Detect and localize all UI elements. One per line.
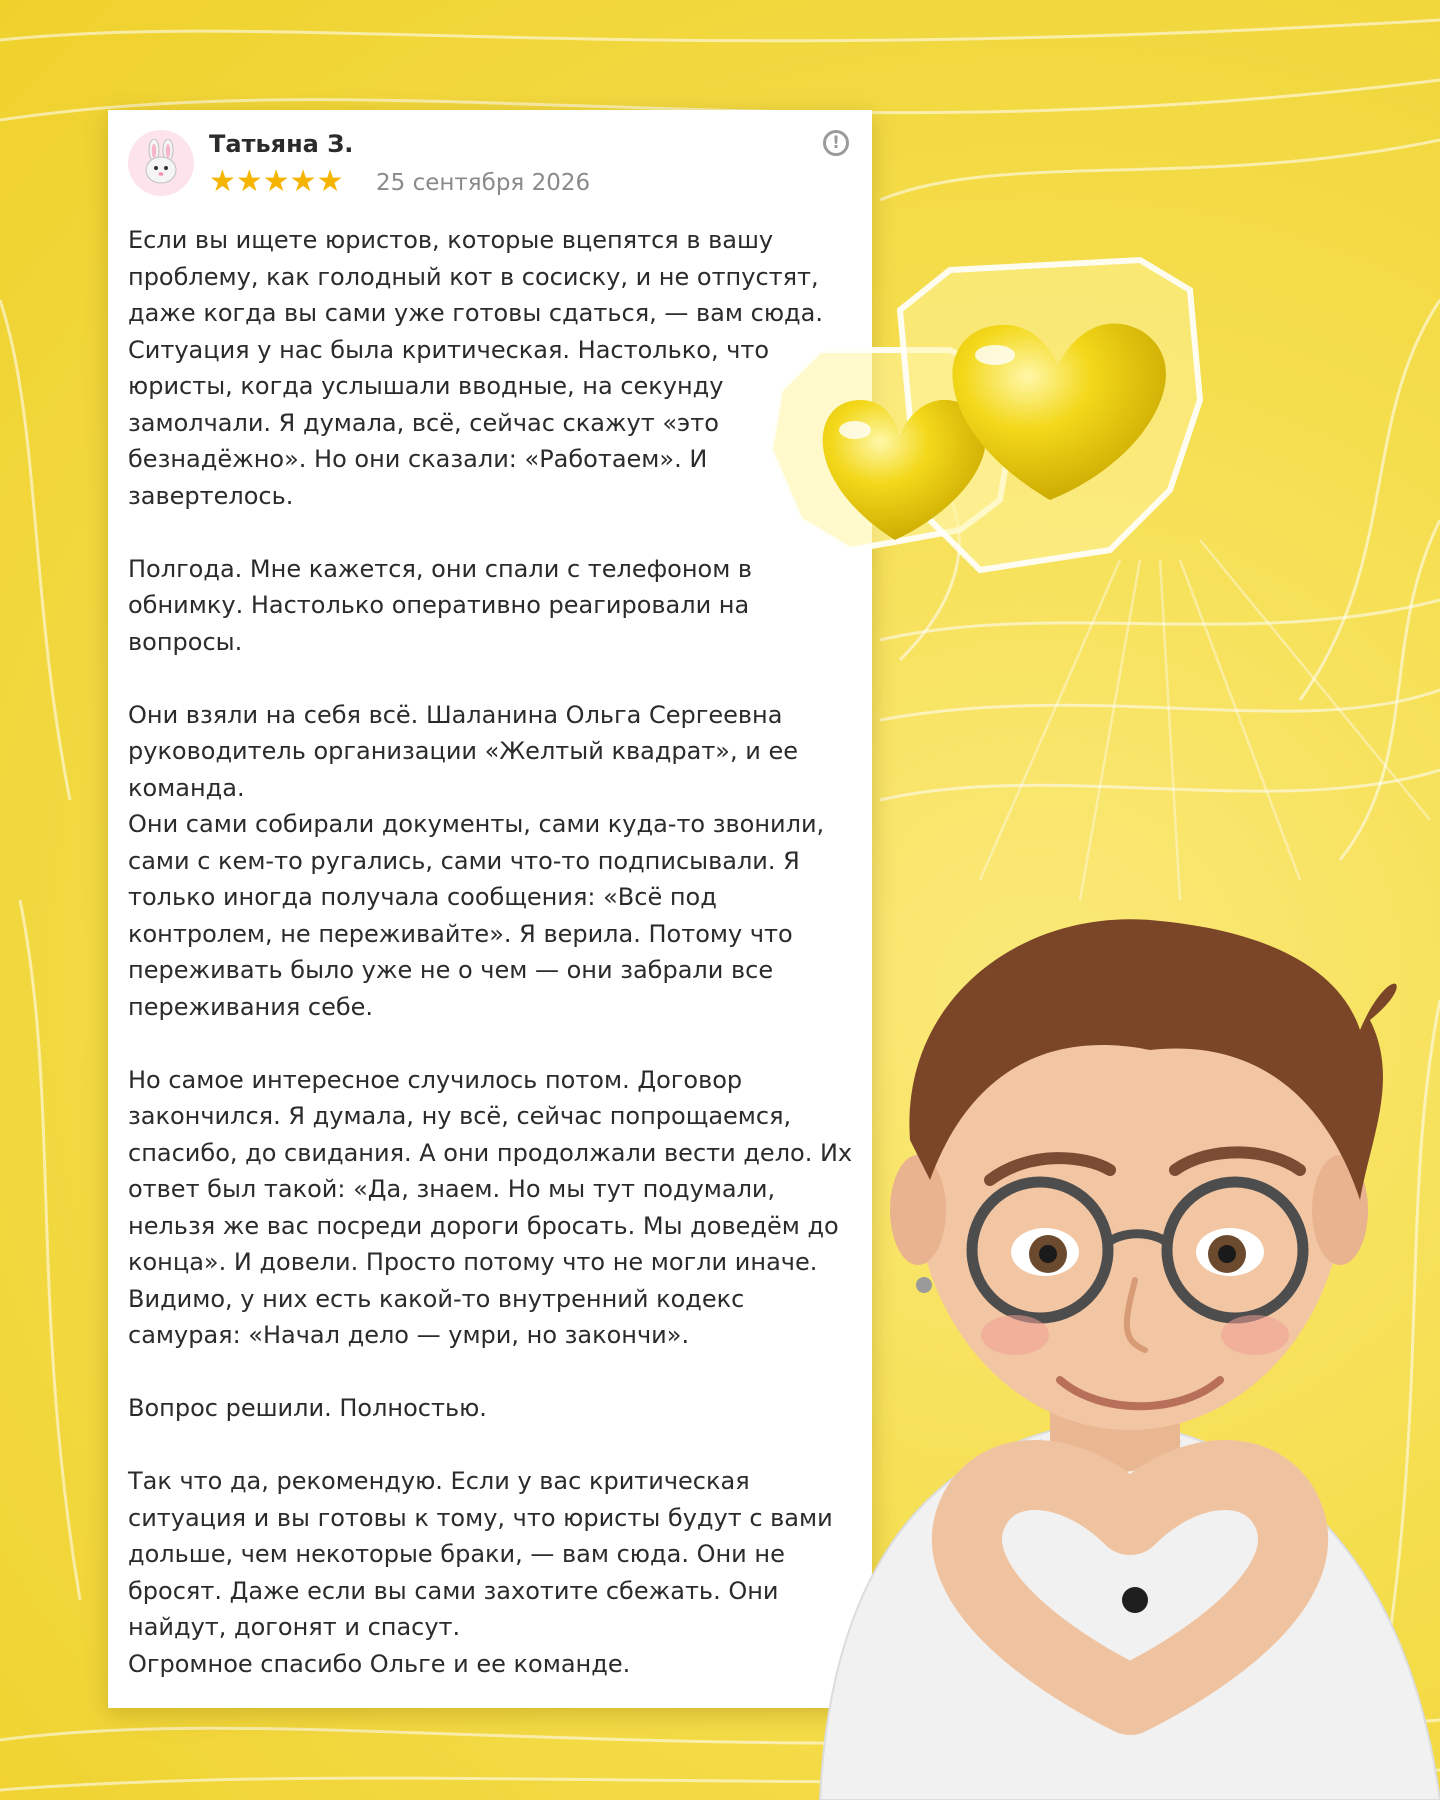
review-paragraph: Так что да, рекомендую. Если у вас критическая ситуация и вы готовы к тому, что юристы будут с вами дольше, чем некоторые браки, — вам сюда. Они не бросят. Даже если вы сами захотите сбежать. Они найдут, догонят и спасут.: [128, 1467, 833, 1641]
review-author[interactable]: Татьяна З.: [209, 130, 354, 158]
review-date: 25 сентября 2026: [376, 170, 591, 196]
review-card: [108, 110, 872, 1708]
rating-stars: ★★★★★: [209, 164, 344, 199]
review-paragraph: Полгода. Мне кажется, они спали с телефоном в обнимку. Настолько оперативно реагировали на вопросы.: [128, 554, 753, 656]
review-paragraph: Они взяли на себя всё. Шаланина Ольга Сергеевна руководитель организации «Желтый квадрат», и ее команда.: [128, 700, 799, 802]
review-paragraph: Они сами собирали документы, сами куда-то звонили, сами с кем-то ругались, сами что-то подписывали. Я только иногда получала сообщения: «Всё под контролем, не переживайте». Я верила. Потому что переживать было уже не о чем — они забрали все переживания себе.: [128, 810, 825, 1021]
review-paragraph: Огромное спасибо Ольге и ее команде.: [128, 1649, 631, 1678]
review-paragraph: Вопрос решили. Полностью.: [128, 1394, 487, 1422]
yellow-hearts-icon: [760, 250, 1380, 610]
review-paragraph: Если вы ищете юристов, которые вцепятся в вашу проблему, как голодный кот в сосиску, и не отпустят, даже когда вы сами уже готовы сдаться, — вам сюда. Ситуация у нас была критическая. Настолько, что юристы, когда услышали вводные, на секунду замолчали. Я думала, всё, сейчас скажут «это безнадёжно». Но они сказали: «Работаем». И завертелось.: [128, 226, 823, 510]
bunny-icon[interactable]: [128, 130, 194, 196]
review-text: [128, 222, 858, 1682]
memoji-character: [800, 880, 1440, 1800]
review-paragraph: Но самое интересное случилось потом. Договор закончился. Я думала, ну всё, сейчас попрощаемся, спасибо, до свидания. А они продолжали вести дело. Их ответ был такой: «Да, знаем. Но мы тут подумали, нельзя же вас посреди дороги бросать. Мы доведём до конца». И довели. Просто потому что не могли иначе. Видимо, у них есть какой-то внутренний кодекс самурая: «Начал дело — умри, но закончи».: [128, 1065, 853, 1349]
exclamation-circle-icon[interactable]: !: [823, 130, 849, 156]
